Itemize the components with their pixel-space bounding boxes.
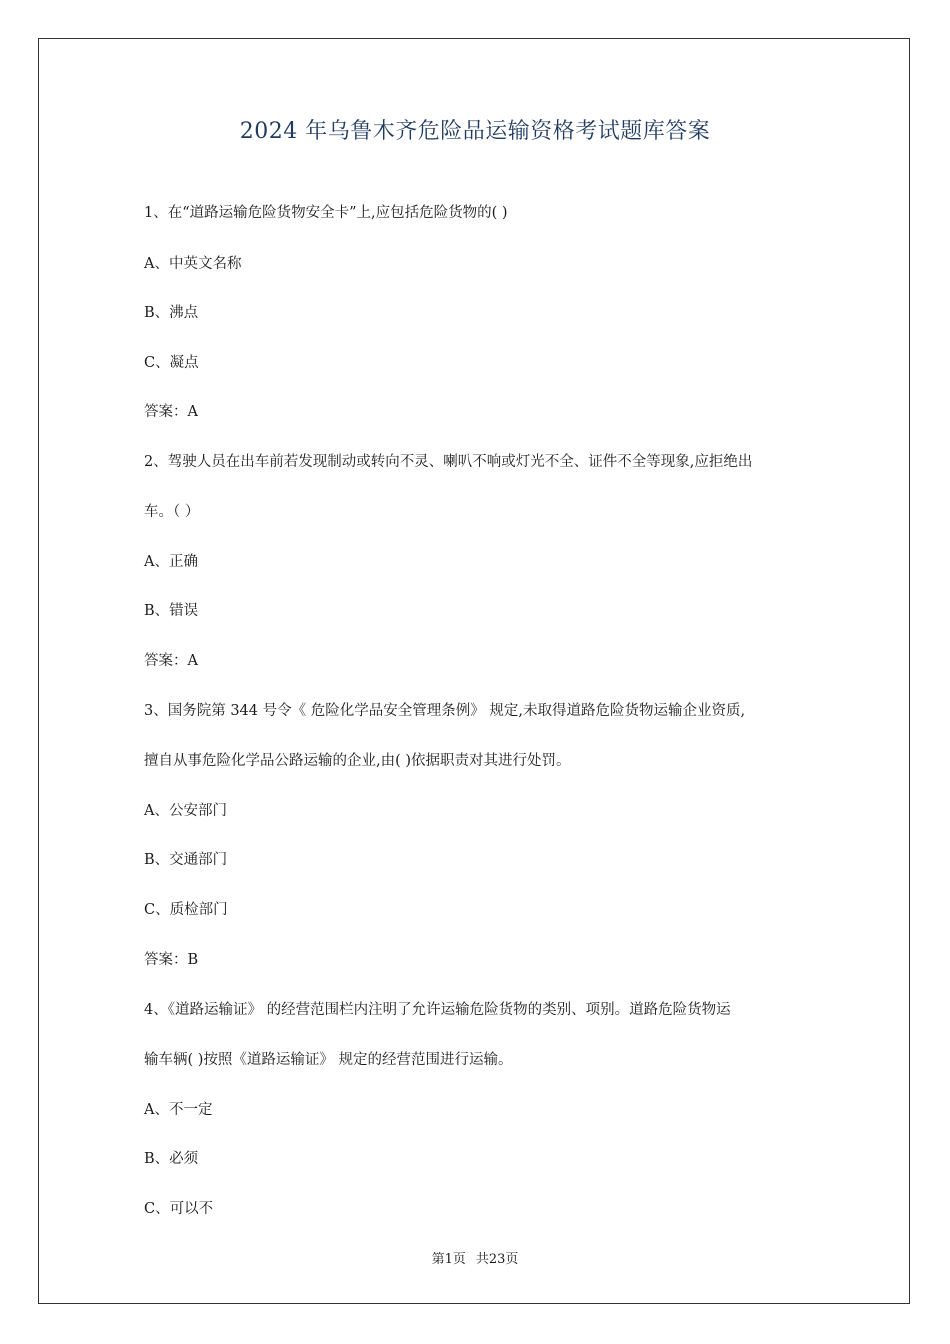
question-2-option-a: A、正确 <box>144 554 198 570</box>
question-3-option-c: C、质检部门 <box>144 902 228 918</box>
question-4-option-b: B、必须 <box>144 1151 199 1167</box>
question-3-text-line-1: 3、国务院第 344 号令《 危险化学品安全管理条例》 规定,未取得道路危险货物运输企业资质, <box>144 703 746 719</box>
question-2-text-line-1: 2、驾驶人员在出车前若发现制动或转向不灵、喇叭不响或灯光不全、证件不全等现象,应拒绝出 <box>144 454 753 470</box>
question-1-option-c: C、凝点 <box>144 355 199 371</box>
question-3-answer: 答案：B <box>144 952 199 968</box>
question-2-option-b: B、错误 <box>144 603 199 619</box>
total-pages: 共23页 <box>475 1252 519 1267</box>
page-number: 第1页 <box>431 1252 466 1267</box>
question-1-option-b: B、沸点 <box>144 305 199 321</box>
question-1-option-a: A、中英文名称 <box>144 256 242 272</box>
question-1-text: 1、在“道路运输危险货物安全卡”上,应包括危险货物的( ) <box>144 205 508 221</box>
question-4-text-line-2: 输车辆( )按照《道路运输证》 规定的经营范围进行运输。 <box>144 1052 513 1068</box>
question-4-option-a: A、不一定 <box>144 1102 213 1118</box>
question-4-option-c: C、可以不 <box>144 1201 214 1217</box>
question-2-text-line-2: 车。（ ） <box>144 504 200 520</box>
question-3-text-line-2: 擅自从事危险化学品公路运输的企业,由( )依据职责对其进行处罚。 <box>144 753 571 769</box>
question-3-option-a: A、公安部门 <box>144 803 227 819</box>
question-2-answer: 答案：A <box>144 653 198 669</box>
question-1-answer: 答案：A <box>144 404 198 420</box>
page-footer <box>0 1248 950 1267</box>
question-3-option-b: B、交通部门 <box>144 852 228 868</box>
document-title: 2024 年乌鲁木齐危险品运输资格考试题库答案 <box>239 119 711 144</box>
question-4-text-line-1: 4、《道路运输证》 的经营范围栏内注明了允许运输危险货物的类别、项别。道路危险货物运 <box>144 1002 731 1018</box>
